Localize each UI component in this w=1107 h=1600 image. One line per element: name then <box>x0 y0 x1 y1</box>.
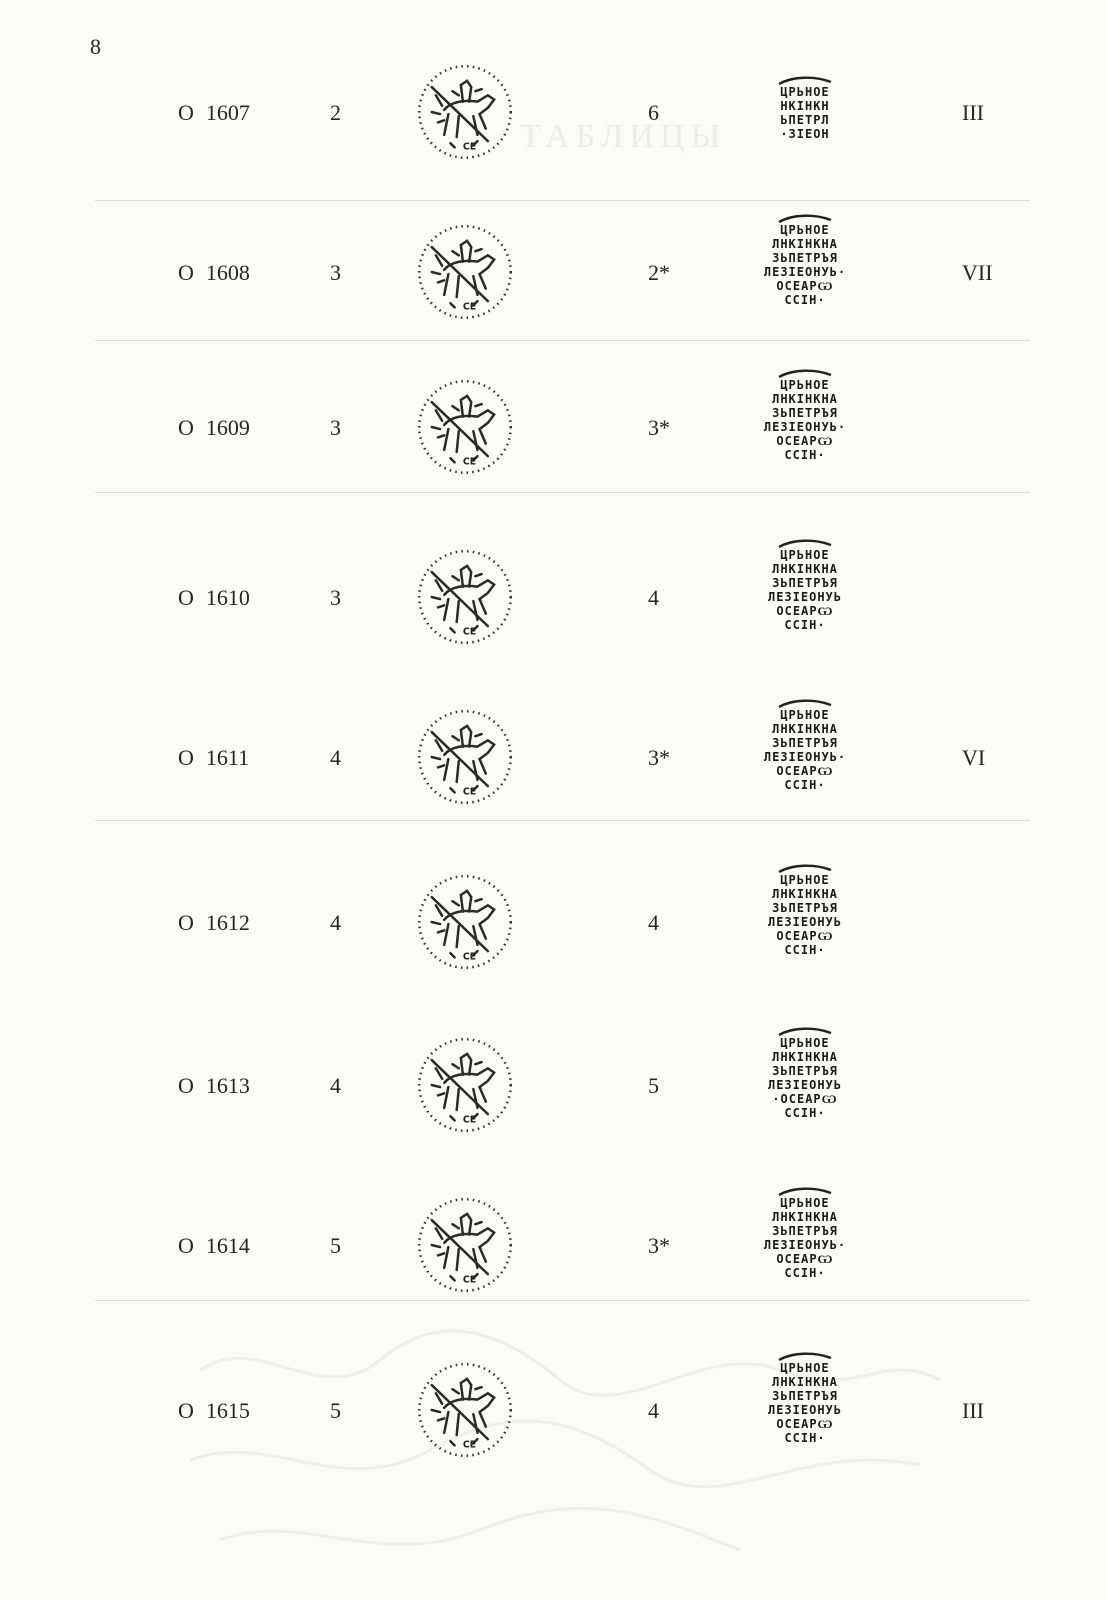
inscription-line: ЦРЬНОЕ <box>780 85 830 99</box>
svg-text:СЕ: СЕ <box>462 1274 477 1286</box>
inscription-line: ЛНКІНКНА <box>772 237 838 251</box>
reverse-inscription <box>745 75 865 141</box>
coin-prefix: О <box>178 415 194 440</box>
bleed-through-heading: ТАБЛИЦЫ <box>520 118 727 155</box>
coin-prefix: О <box>178 1233 194 1258</box>
inscription-line: ОСЕАРѠ <box>776 279 834 293</box>
reverse-inscription <box>745 698 865 792</box>
tilde-mark-icon <box>745 213 865 223</box>
obverse-die-number: 4 <box>330 910 341 935</box>
coin-obverse-icon <box>413 1193 517 1297</box>
inscription-line: ЦРЬНОЕ <box>780 1361 830 1375</box>
coin-id <box>178 585 250 611</box>
coin-number: 1609 <box>205 415 250 440</box>
coin-id <box>178 415 250 441</box>
svg-text:СЕ: СЕ <box>462 1114 477 1126</box>
coin-prefix: О <box>178 1398 194 1423</box>
inscription-line: ЗЬПЕТРЪЯ <box>772 1224 838 1238</box>
reverse-die-number: 4 <box>648 585 659 610</box>
coin-id <box>178 260 250 286</box>
inscription-line: ЦРЬНОЕ <box>780 873 830 887</box>
coin-prefix: О <box>178 100 194 125</box>
inscription-line: ЦРЬНОЕ <box>780 1036 830 1050</box>
inscription-line: ЗЬПЕТРЪЯ <box>772 251 838 265</box>
rarity-degree: III <box>962 100 984 125</box>
inscription-line: ОСЕАРѠ <box>776 434 834 448</box>
svg-text:СЕ: СЕ <box>462 951 477 963</box>
coin-image <box>413 870 517 974</box>
coin-prefix: О <box>178 1073 194 1098</box>
reverse-inscription <box>745 863 865 957</box>
inscription-line: ЛЕЗІЕОНУЬ <box>767 915 843 929</box>
obverse-die-number: 4 <box>330 1073 341 1098</box>
inscription-line: ЬПЕТРЛ <box>780 113 830 127</box>
table-row <box>0 35 1107 195</box>
reverse-inscription <box>745 1026 865 1120</box>
inscription-line: ССІН· <box>784 943 826 957</box>
inscription-line: ·ЗІЕОН <box>780 127 830 141</box>
inscription-line: ССІН· <box>784 1266 826 1280</box>
inscription-line: ЛНКІНКНА <box>772 722 838 736</box>
row-divider <box>95 820 1030 821</box>
coin-id <box>178 1073 250 1099</box>
coin-number: 1611 <box>205 745 250 770</box>
coin-prefix: О <box>178 910 194 935</box>
coin-number: 1607 <box>205 100 250 125</box>
coin-obverse-icon <box>413 870 517 974</box>
row-divider <box>95 492 1030 493</box>
rarity-degree: VI <box>962 745 986 770</box>
inscription-line: ·ОСЕАРѠ <box>772 1092 838 1106</box>
svg-text:СЕ: СЕ <box>462 301 477 313</box>
inscription-line: ЦРЬНОЕ <box>780 548 830 562</box>
svg-text:СЕ: СЕ <box>462 786 477 798</box>
svg-text:СЕ: СЕ <box>462 1439 477 1451</box>
inscription-line: ОСЕАРѠ <box>776 929 834 943</box>
reverse-die-number: 2* <box>648 260 670 285</box>
coin-image <box>413 1033 517 1137</box>
inscription-line: ССІН· <box>784 293 826 307</box>
inscription-line: ЦРЬНОЕ <box>780 1196 830 1210</box>
reverse-die-number: 6 <box>648 100 659 125</box>
obverse-die-number: 3 <box>330 585 341 610</box>
coin-number: 1610 <box>205 585 250 610</box>
obverse-die-number: 5 <box>330 1398 341 1423</box>
inscription-line: ЛНКІНКНА <box>772 1050 838 1064</box>
obverse-die-number: 3 <box>330 415 341 440</box>
coin-id <box>178 1233 250 1259</box>
reverse-die-number: 3* <box>648 745 670 770</box>
inscription-line: ЗЬПЕТРЪЯ <box>772 1389 838 1403</box>
inscription-line: ССІН· <box>784 778 826 792</box>
coin-prefix: О <box>178 745 194 770</box>
reverse-inscription <box>745 213 865 307</box>
reverse-die-number: 4 <box>648 1398 659 1423</box>
inscription-line: ОСЕАРѠ <box>776 764 834 778</box>
coin-obverse-icon <box>413 375 517 479</box>
inscription-line: ЛЕЗІЕОНУЬ <box>767 590 843 604</box>
page-number: 8 <box>90 34 101 59</box>
table-row <box>0 845 1107 1005</box>
reverse-inscription <box>745 1186 865 1280</box>
inscription-line: ЛНКІНКНА <box>772 1375 838 1389</box>
coin-obverse-icon <box>413 220 517 324</box>
inscription-line: ЗЬПЕТРЪЯ <box>772 406 838 420</box>
coin-image <box>413 60 517 164</box>
table-row <box>0 350 1107 510</box>
svg-text:СЕ: СЕ <box>462 626 477 638</box>
coin-id <box>178 745 249 771</box>
inscription-line: ССІН· <box>784 448 826 462</box>
inscription-line: ОСЕАРѠ <box>776 1252 834 1266</box>
table-row <box>0 1008 1107 1168</box>
inscription-line: ЛНКІНКНА <box>772 562 838 576</box>
tilde-mark-icon <box>745 75 865 85</box>
coin-obverse-icon <box>413 60 517 164</box>
inscription-line: ЛЕЗІЕОНУЬ· <box>763 420 847 434</box>
inscription-line: ССІН· <box>784 1431 826 1445</box>
table-row <box>0 520 1107 680</box>
inscription-line: ЛЕЗІЕОНУЬ <box>767 1078 843 1092</box>
inscription-line: ОСЕАРѠ <box>776 604 834 618</box>
coin-image <box>413 220 517 324</box>
inscription-line: НКІНКН <box>780 99 830 113</box>
inscription-line: ЛНКІНКНА <box>772 392 838 406</box>
inscription-line: ЛЕЗІЕОНУЬ· <box>763 1238 847 1252</box>
svg-text:СЕ: СЕ <box>462 456 477 468</box>
coin-number: 1614 <box>205 1233 250 1258</box>
inscription-line: ЦРЬНОЕ <box>780 378 830 392</box>
inscription-line: ЛЕЗІЕОНУЬ <box>767 1403 843 1417</box>
svg-text:СЕ: СЕ <box>462 141 477 153</box>
coin-obverse-icon <box>413 545 517 649</box>
coin-image <box>413 705 517 809</box>
reverse-die-number: 5 <box>648 1073 659 1098</box>
tilde-mark-icon <box>745 1026 865 1036</box>
tilde-mark-icon <box>745 1186 865 1196</box>
coin-obverse-icon <box>413 705 517 809</box>
inscription-line: ЛНКІНКНА <box>772 887 838 901</box>
reverse-inscription <box>745 538 865 632</box>
obverse-die-number: 5 <box>330 1233 341 1258</box>
coin-number: 1613 <box>205 1073 250 1098</box>
row-divider <box>95 200 1030 201</box>
inscription-line: ЛЕЗІЕОНУЬ· <box>763 750 847 764</box>
tilde-mark-icon <box>745 698 865 708</box>
coin-number: 1615 <box>205 1398 250 1423</box>
coin-number: 1612 <box>205 910 250 935</box>
coin-prefix: О <box>178 260 194 285</box>
tilde-mark-icon <box>745 863 865 873</box>
faint-handwriting <box>180 1290 960 1590</box>
inscription-line: ССІН· <box>784 1106 826 1120</box>
coin-image <box>413 545 517 649</box>
reverse-die-number: 4 <box>648 910 659 935</box>
obverse-die-number: 4 <box>330 745 341 770</box>
reverse-die-number: 3* <box>648 1233 670 1258</box>
coin-prefix: О <box>178 585 194 610</box>
table-row <box>0 195 1107 355</box>
rarity-degree: III <box>962 1398 984 1423</box>
coin-id <box>178 910 250 936</box>
coin-image <box>413 375 517 479</box>
obverse-die-number: 2 <box>330 100 341 125</box>
inscription-line: ЗЬПЕТРЪЯ <box>772 576 838 590</box>
table-row <box>0 680 1107 840</box>
inscription-line: ЦРЬНОЕ <box>780 223 830 237</box>
obverse-die-number: 3 <box>330 260 341 285</box>
reverse-inscription <box>745 368 865 462</box>
inscription-line: ОСЕАРѠ <box>776 1417 834 1431</box>
inscription-line: ЗЬПЕТРЪЯ <box>772 1064 838 1078</box>
coin-image <box>413 1193 517 1297</box>
tilde-mark-icon <box>745 368 865 378</box>
coin-obverse-icon <box>413 1033 517 1137</box>
coin-number: 1608 <box>205 260 250 285</box>
tilde-mark-icon <box>745 538 865 548</box>
row-divider <box>95 340 1030 341</box>
coin-id <box>178 100 250 126</box>
inscription-line: ЦРЬНОЕ <box>780 708 830 722</box>
rarity-degree: VII <box>962 260 993 285</box>
inscription-line: ССІН· <box>784 618 826 632</box>
inscription-line: ЛЕЗІЕОНУЬ· <box>763 265 847 279</box>
inscription-line: ЗЬПЕТРЪЯ <box>772 901 838 915</box>
inscription-line: ЛНКІНКНА <box>772 1210 838 1224</box>
inscription-line: ЗЬПЕТРЪЯ <box>772 736 838 750</box>
reverse-die-number: 3* <box>648 415 670 440</box>
